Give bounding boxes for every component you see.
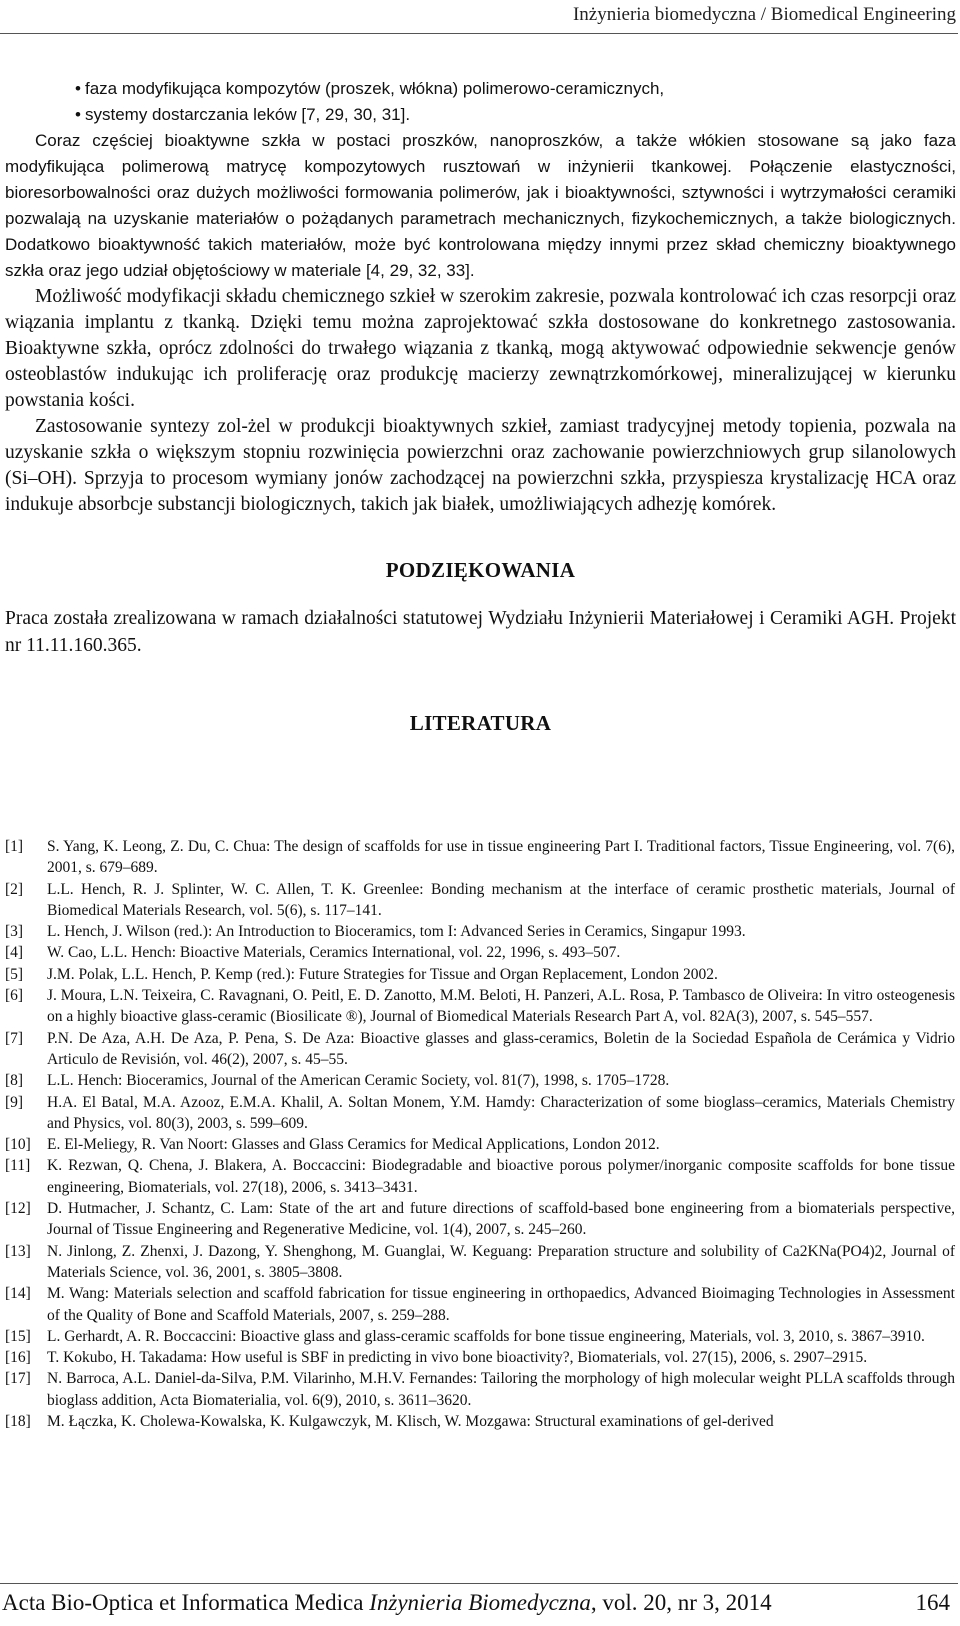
reference-number: [15] (5, 1327, 31, 1345)
literature-title: LITERATURA (409, 711, 552, 735)
reference-item (5, 1070, 955, 1091)
header-rule (0, 33, 958, 34)
reference-number: [3] (5, 923, 24, 941)
reference-item (5, 1241, 955, 1284)
reference-number: [2] (5, 880, 24, 898)
footer-journal-italic: Inżynieria Biomedyczna (369, 1590, 591, 1615)
reference-item (5, 1368, 955, 1411)
paragraph-2: Możliwość modyfikacji składu chemicznego szkieł w szerokim zakresie, pozwala kontrolować ich czas resorpcji oraz wiązania implantu z tkanką. Dzięki temu można zaprojektować szkła dostosowane do konkretnego zastosowania. Bioaktywne szkła, oprócz zdolności do trwałego wiązania z tkanką, mogą aktywować odpowiednie sekwencje genów osteoblastów indukując ich proliferację oraz produkcję macierzy zewnątrzkomórkowej, mineralizującej w kierunku powstania kości. (5, 286, 956, 411)
reference-list (5, 836, 955, 1432)
reference-item (5, 1134, 955, 1155)
reference-text: S. Yang, K. Leong, Z. Du, C. Chua: The design of scaffolds for use in tissue engineering Part I. Traditional factors, Tissue Engineering, vol. 7(6), 2001, s. 679–689. (47, 838, 955, 877)
reference-text: E. El-Meliegy, R. Van Noort: Glasses and Glass Ceramics for Medical Applications, London 2012. (47, 1136, 660, 1154)
bullet-list (5, 76, 956, 128)
reference-item (5, 942, 955, 963)
reference-item (5, 921, 955, 942)
reference-item (5, 964, 955, 985)
reference-item (5, 1092, 955, 1135)
acknowledgements-title: PODZIĘKOWANIA (385, 558, 576, 582)
reference-text: D. Hutmacher, J. Schantz, C. Lam: State of the art and future directions of scaffold-based bone engineering from a biomaterials perspective, Journal of Tissue Engineering and Regenerative Medicine, vol. 1(4), 2007, s. 245–260. (47, 1200, 955, 1239)
reference-item (5, 1028, 955, 1071)
footer-issue: , vol. 20, nr 3, 2014 (590, 1590, 772, 1615)
reference-number: [12] (5, 1200, 31, 1218)
reference-item (5, 836, 955, 879)
page-number: 164 (915, 1590, 950, 1615)
reference-number: [17] (5, 1370, 31, 1388)
reference-text: P.N. De Aza, A.H. De Aza, P. Pena, S. De Aza: Bioactive glasses and glass-ceramics, Boletin de la Sociedad Española de Cerámica y Vidrio Articulo de Revisión, vol. 46(2), 2007, s. 45–55. (47, 1029, 955, 1068)
main-content (5, 76, 956, 736)
footer-rule (0, 1583, 958, 1584)
reference-text: M. Łączka, K. Cholewa-Kowalska, K. Kulgawczyk, M. Klisch, W. Mozgawa: Structural examinations of gel-derived (47, 1413, 774, 1431)
list-item: • systemy dostarczania leków [7, 29, 30, 31]. (5, 102, 956, 128)
paragraph-3: Zastosowanie syntezy zol-żel w produkcji bioaktywnych szkieł, zamiast tradycyjnej metody topienia, pozwala na uzyskanie szkła o większym stopniu rozwinięcia powierzchni oraz zachowanie powierzchniowych grup silanolowych (Si–OH). Sprzyja to procesom wymiany jonów zachodzącej na powierzchni szkła, przyspiesza krystalizację HCA oraz indukuje absorbcje substancji biologicznych, takich jak białek, umożliwiających adhezję komórek. (5, 416, 956, 515)
reference-text: H.A. El Batal, M.A. Azooz, E.M.A. Khalil, A. Soltan Monem, Y.M. Hamdy: Characterization of some bioglass–ceramics, Materials Chemistry and Physics, vol. 80(3), 2003, s. 599–609. (47, 1093, 955, 1132)
reference-item (5, 1198, 955, 1241)
reference-item (5, 1155, 955, 1198)
reference-number: [16] (5, 1349, 31, 1367)
reference-text: M. Wang: Materials selection and scaffold fabrication for tissue engineering in orthopaedics, Advanced Bioimaging Technologies in Assessment of the Quality of Bone and Scaffold Materials, 2007, s. 259–288. (47, 1285, 955, 1324)
reference-text: N. Barroca, A.L. Daniel-da-Silva, P.M. Vilarinho, M.H.V. Fernandes: Tailoring the morphology of high molecular weight PLLA scaffolds through bioglass addition, Acta Biomaterialia, vol. 6(9), 2010, s. 3611–3620. (47, 1370, 955, 1409)
reference-number: [18] (5, 1413, 31, 1431)
reference-text: J. Moura, L.N. Teixeira, C. Ravagnani, O. Peitl, E. D. Zanotto, M.M. Beloti, H. Panzeri, A.L. Rosa, P. Tambasco de Oliveira: In vitro osteogenesis on a highly bioactive glass-ceramic (Biosilicate ®), Journal of Biomedical Materials Research Part A, vol. 82A(3), 2007, s. 545–557. (47, 987, 955, 1026)
reference-text: N. Jinlong, Z. Zhenxi, J. Dazong, Y. Shenghong, M. Guanglai, W. Keguang: Preparation structure and solubility of Ca2KNa(PO4)2, Journal of Materials Science, vol. 36, 2001, s. 3805–3808. (47, 1242, 955, 1281)
reference-text: L. Hench, J. Wilson (red.): An Introduction to Bioceramics, tom I: Advanced Series in Ceramics, Singapur 1993. (47, 923, 746, 941)
reference-item (5, 1411, 955, 1432)
list-item: • faza modyfikująca kompozytów (proszek, włókna) polimerowo-ceramicznych, (5, 76, 956, 102)
footer-journal: Acta Bio-Optica et Informatica Medica (2, 1590, 364, 1615)
reference-text: T. Kokubo, H. Takadama: How useful is SBF in predicting in vivo bone bioactivity?, Biomaterials, vol. 27(15), 2006, s. 2907–2915. (47, 1349, 868, 1367)
reference-number: [10] (5, 1136, 31, 1154)
reference-number: [6] (5, 987, 24, 1005)
reference-number: [4] (5, 944, 24, 962)
reference-item (5, 1326, 955, 1347)
reference-number: [5] (5, 965, 24, 983)
reference-number: [9] (5, 1093, 24, 1111)
reference-number: [8] (5, 1072, 24, 1090)
reference-text: L. Gerhardt, A. R. Boccaccini: Bioactive glass and glass-ceramic scaffolds for bone tissue engineering, Materials, vol. 3, 2010, s. 3867–3910. (47, 1327, 925, 1345)
reference-item (5, 879, 955, 922)
reference-text: K. Rezwan, Q. Chena, J. Blakera, A. Boccaccini: Biodegradable and bioactive porous polymer/inorganic composite scaffolds for bone tissue engineering, Biomaterials, vol. 27(18), 2006, s. 3413–3431. (47, 1157, 955, 1196)
reference-text: L.L. Hench: Bioceramics, Journal of the American Ceramic Society, vol. 81(7), 1998, s. 1705–1728. (47, 1072, 670, 1090)
reference-number: [1] (5, 838, 24, 855)
paragraph-1: Coraz częściej bioaktywne szkła w postaci proszków, nanoproszków, a także włókien stosowane są jako faza modyfikująca polimerową matrycę kompozytowych rusztowań w inżynierii tkankowej. Połączenie elastyczności, bioresorbowalności oraz dużych możliwości formowania polimerów, jak i bioaktywności, sztywności i wytrzymałości ceramiki pozwalają na uzyskanie materiałów o pożądanych parametrach mechanicznych, fizykochemicznych, a także biologicznych. Dodatkowo bioaktywność takich materiałów, może być kontrolowana między innymi przez skład chemiczny bioaktywnego szkła oraz jego udział objętościowy w materiale [4, 29, 32, 33]. (5, 131, 956, 280)
reference-item (5, 1283, 955, 1326)
page-header (0, 0, 960, 32)
running-header-title: Inżynieria biomedyczna / Biomedical Engineering (572, 4, 956, 25)
reference-number: [13] (5, 1242, 31, 1260)
footer-citation (2, 1590, 772, 1616)
reference-number: [7] (5, 1029, 24, 1047)
reference-number: [11] (5, 1157, 31, 1175)
reference-item (5, 985, 955, 1028)
reference-item (5, 1347, 955, 1368)
reference-text: J.M. Polak, L.L. Hench, P. Kemp (red.): Future Strategies for Tissue and Organ Replacement, London 2002. (47, 965, 718, 983)
reference-number: [14] (5, 1285, 31, 1303)
reference-text: L.L. Hench, R. J. Splinter, W. C. Allen, T. K. Greenlee: Bonding mechanism at the interface of ceramic prosthetic materials, Journal of Biomedical Materials Research, vol. 5(6), s. 117–141. (47, 880, 955, 919)
acknowledgements-text: Praca została zrealizowana w ramach działalności statutowej Wydziału Inżynierii Materiałowej i Ceramiki AGH. Projekt nr 11.11.160.365. (5, 608, 956, 656)
reference-text: W. Cao, L.L. Hench: Bioactive Materials, Ceramics International, vol. 22, 1996, s. 493–507. (47, 944, 621, 962)
